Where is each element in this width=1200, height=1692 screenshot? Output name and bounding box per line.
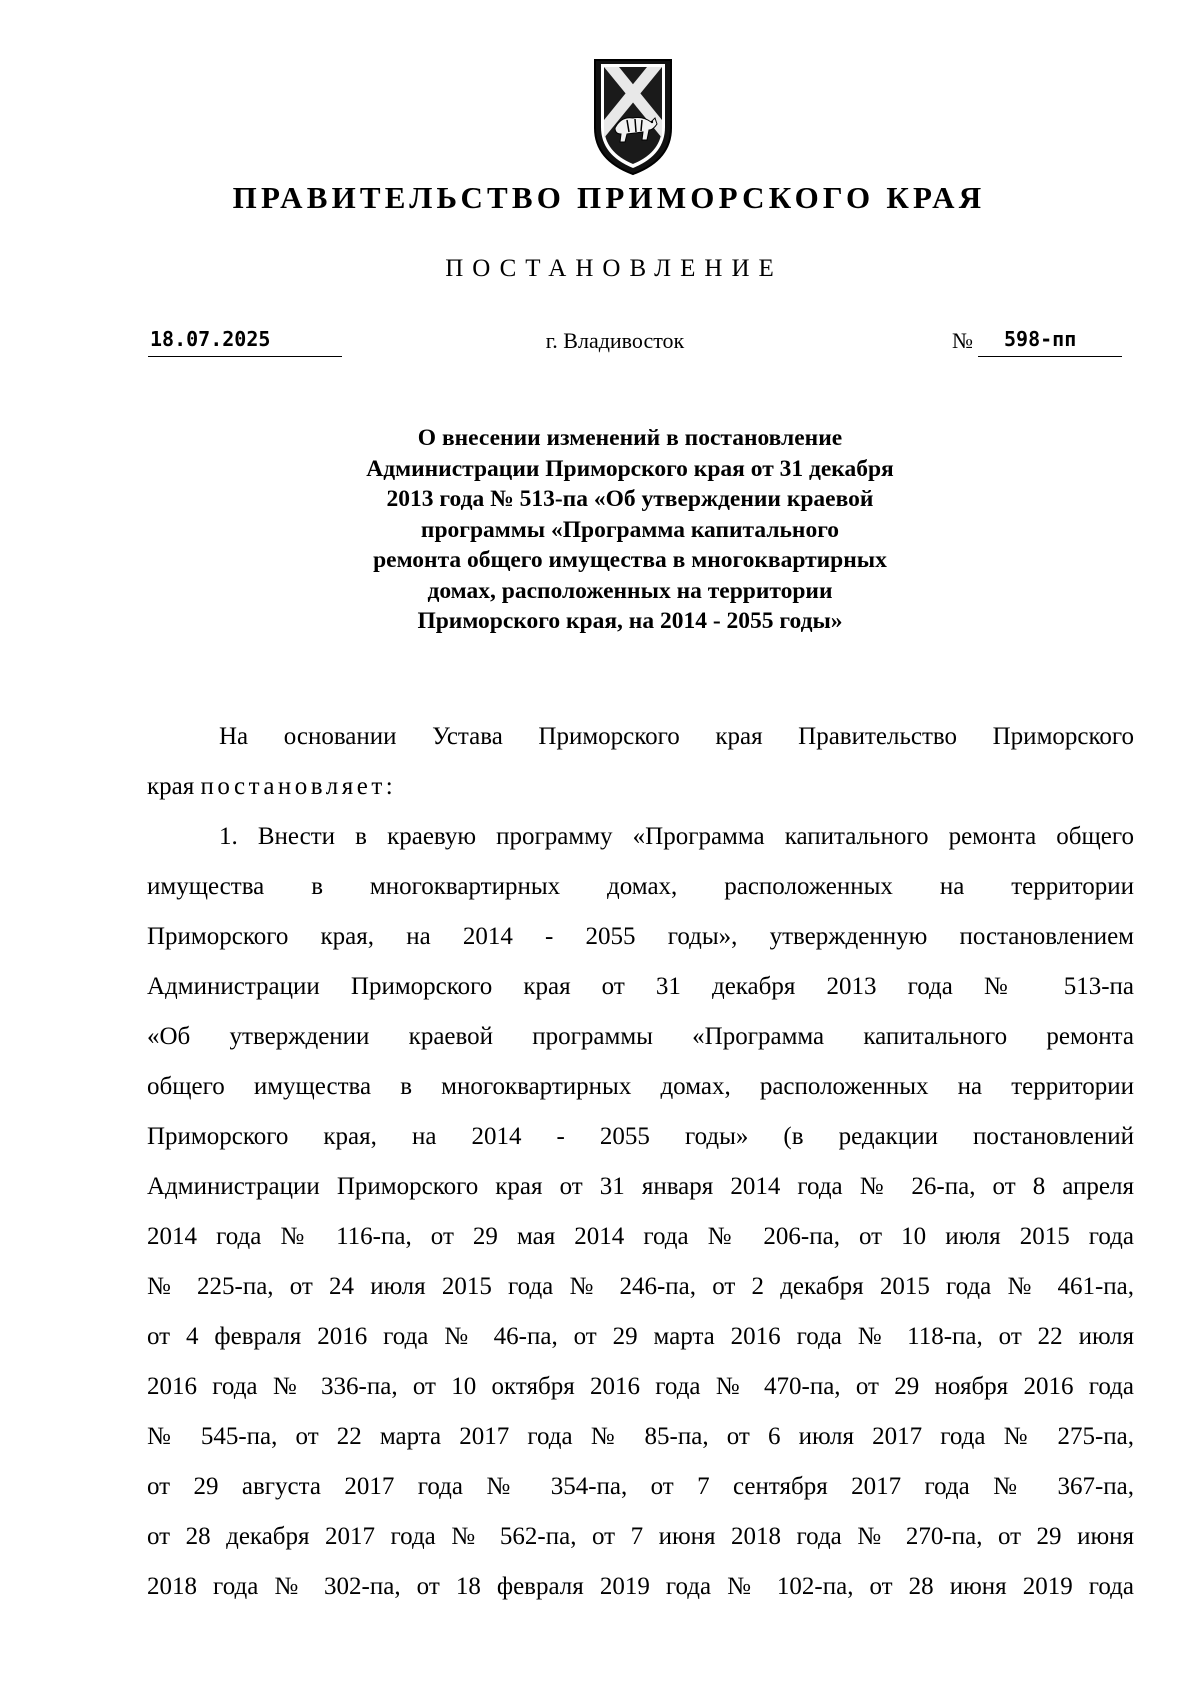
body-text-fragment: края: [147, 773, 201, 800]
subject-line: Администрации Приморского края от 31 декабря: [366, 455, 894, 482]
document-subject: [280, 423, 980, 637]
body-line: На основании Устава Приморского края Правительство Приморского: [219, 723, 1134, 750]
body-line: Приморского края, на 2014 - 2055 годы» (в редакции постановлений: [147, 1123, 1134, 1150]
body-line: Приморского края, на 2014 - 2055 годы», утвержденную постановлением: [147, 923, 1134, 950]
document-type: ПОСТАНОВЛЕНИЕ: [445, 255, 783, 282]
document-date: 18.07.2025: [148, 327, 342, 357]
body-line: от 29 августа 2017 года № 354-па, от 7 сентября 2017 года № 367-па,: [147, 1473, 1134, 1500]
resolves-word: постановляет:: [200, 773, 397, 800]
body-line: 2016 года № 336-па, от 10 октября 2016 года № 470-па, от 29 ноября 2016 года: [147, 1373, 1134, 1400]
body-line: 2018 года № 302-па, от 18 февраля 2019 года № 102-па, от 28 июня 2019 года: [147, 1573, 1134, 1600]
body-line: 2014 года № 116-па, от 29 мая 2014 года № 206-па, от 10 июля 2015 года: [147, 1223, 1134, 1250]
subject-line: программы «Программа капитального: [420, 516, 840, 543]
body-line: «Об утверждении краевой программы «Программа капитального ремонта: [147, 1023, 1134, 1050]
body-line: № 225-па, от 24 июля 2015 года № 246-па, от 2 декабря 2015 года № 461-па,: [147, 1273, 1134, 1300]
body-line: Администрации Приморского края от 31 декабря 2013 года № 513-па: [147, 973, 1134, 1000]
coat-of-arms-icon: [587, 58, 679, 176]
body-line: общего имущества в многоквартирных домах, расположенных на территории: [147, 1073, 1134, 1100]
body-line: от 4 февраля 2016 года № 46-па, от 29 марта 2016 года № 118-па, от 22 июля: [147, 1323, 1134, 1350]
subject-line: домах, расположенных на территории: [427, 577, 833, 604]
subject-line: О внесении изменений в постановление: [417, 425, 843, 451]
body-line: 1. Внести в краевую программу «Программа капитального ремонта общего: [219, 823, 1134, 850]
document-number: 598-пп: [978, 327, 1122, 357]
document-city: г. Владивосток: [545, 328, 685, 353]
subject-line: 2013 года № 513-па «Об утверждении краевой: [386, 486, 874, 512]
body-line: Администрации Приморского края от 31 января 2014 года № 26-па, от 8 апреля: [147, 1173, 1134, 1200]
government-title: ПРАВИТЕЛЬСТВО ПРИМОРСКОГО КРАЯ: [232, 180, 986, 215]
body-line: № 545-па, от 22 марта 2017 года № 85-па, от 6 июля 2017 года № 275-па,: [147, 1423, 1134, 1450]
body-line: от 28 декабря 2017 года № 562-па, от 7 июня 2018 года № 270-па, от 29 июня: [147, 1523, 1134, 1550]
subject-line: ремонта общего имущества в многоквартирных: [373, 547, 887, 573]
number-sign: №: [952, 328, 973, 353]
subject-line: Приморского края, на 2014 - 2055 годы»: [417, 608, 843, 634]
document-body: [147, 712, 1134, 1612]
body-line: [147, 762, 1134, 812]
body-line: имущества в многоквартирных домах, расположенных на территории: [147, 873, 1134, 900]
